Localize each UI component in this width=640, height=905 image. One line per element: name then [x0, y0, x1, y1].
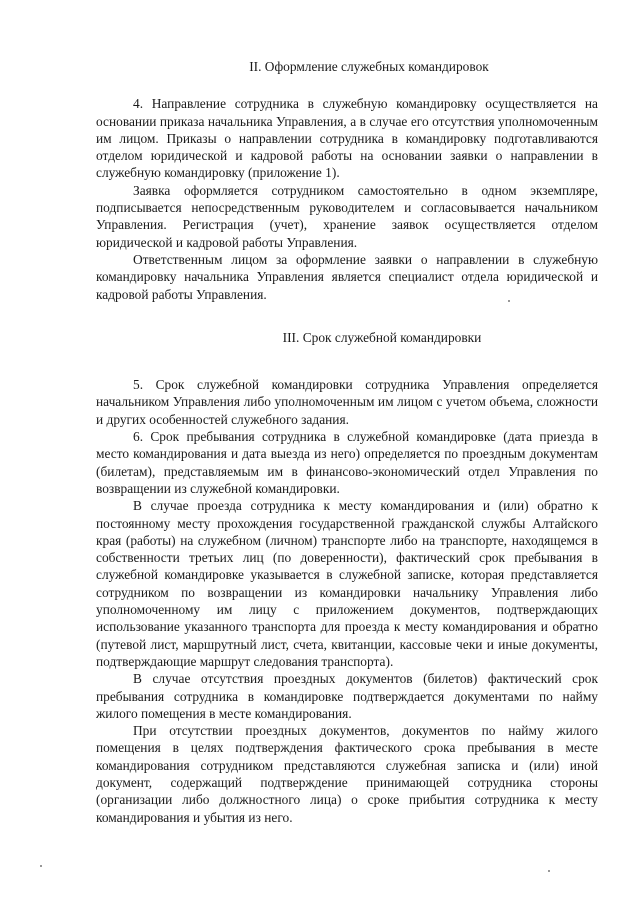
- scan-speck: [508, 300, 510, 302]
- section-3-paragraph-2: 6. Срок пребывания сотрудника в служебной командировке (дата приезда в место командирования и дата выезда из него) определяется по проездным документам (билетам), представляемым им в финансово-экономический отдел Управления по возвращении из служебной командировки.: [96, 429, 598, 496]
- section-3-paragraph-3: В случае проезда сотрудника к месту командирования и (или) обратно к постоянному месту прохождения государственной гражданской службы Алтайского края (работы) на служебном (личном) транспорте либо на транспорте, находящемся в собственности третьих лиц (по доверенности), фактический срок пребывания в служебной командировке указывается в служебной записке, которая представляется сотрудником по возвращении из командировки начальнику Управления либо уполномоченному им лицу с приложением документов, подтверждающих использование указанного транспорта для проезда к месту командирования и обратно (путевой лист, маршрутный лист, счета, квитанции, кассовые чеки и иные документы, подтверждающие маршрут следования транспорта).: [96, 498, 598, 669]
- section-2-paragraph-1: 4. Направление сотрудника в служебную командировку осуществляется на основании приказа начальника Управления, а в случае его отсутствия уполномоченным им лицом. Приказы о направлении сотрудника в командировку подготавливаются отделом юридической и кадровой работы на основании заявки о направлении в служебную командировку (приложение 1).: [96, 96, 598, 181]
- scan-speck: [548, 870, 550, 872]
- scan-speck: [40, 865, 42, 867]
- section-3-paragraph-5: При отсутствии проездных документов, документов по найму жилого помещения в целях подтверждения фактического срока пребывания в месте командирования сотрудником представляются служебная записка и (или) иной документ, содержащий подтверждение принимающей сотрудника стороны (организации либо должностного лица) о сроке прибытия сотрудника к месту командирования и убытия из него.: [96, 723, 598, 825]
- section-2-paragraph-2: Заявка оформляется сотрудником самостоятельно в одном экземпляре, подписывается непосредственным руководителем и согласовывается начальником Управления. Регистрация (учет), хранение заявок осуществляется отделом юридической и кадровой работы Управления.: [96, 182, 598, 250]
- section-2-paragraph-3: Ответственным лицом за оформление заявки о направлении в служебную командировку начальника Управления является специалист отдела юридической и кадровой работы Управления.: [96, 251, 598, 302]
- document-body: [96, 58, 598, 826]
- section-2-title: II. Оформление служебных командировок: [249, 59, 489, 74]
- section-3-paragraph-1: 5. Срок служебной командировки сотрудника Управления определяется начальником Управления либо уполномоченным им лицом с учетом объема, сложности и других особенностей служебного задания.: [96, 377, 598, 427]
- section-3-title: III. Срок служебной командировки: [282, 329, 482, 345]
- section-3-paragraph-4: В случае отсутствия проездных документов (билетов) фактический срок пребывания сотрудника в командировке подтверждается документами по найму жилого помещения в месте командирования.: [96, 671, 598, 721]
